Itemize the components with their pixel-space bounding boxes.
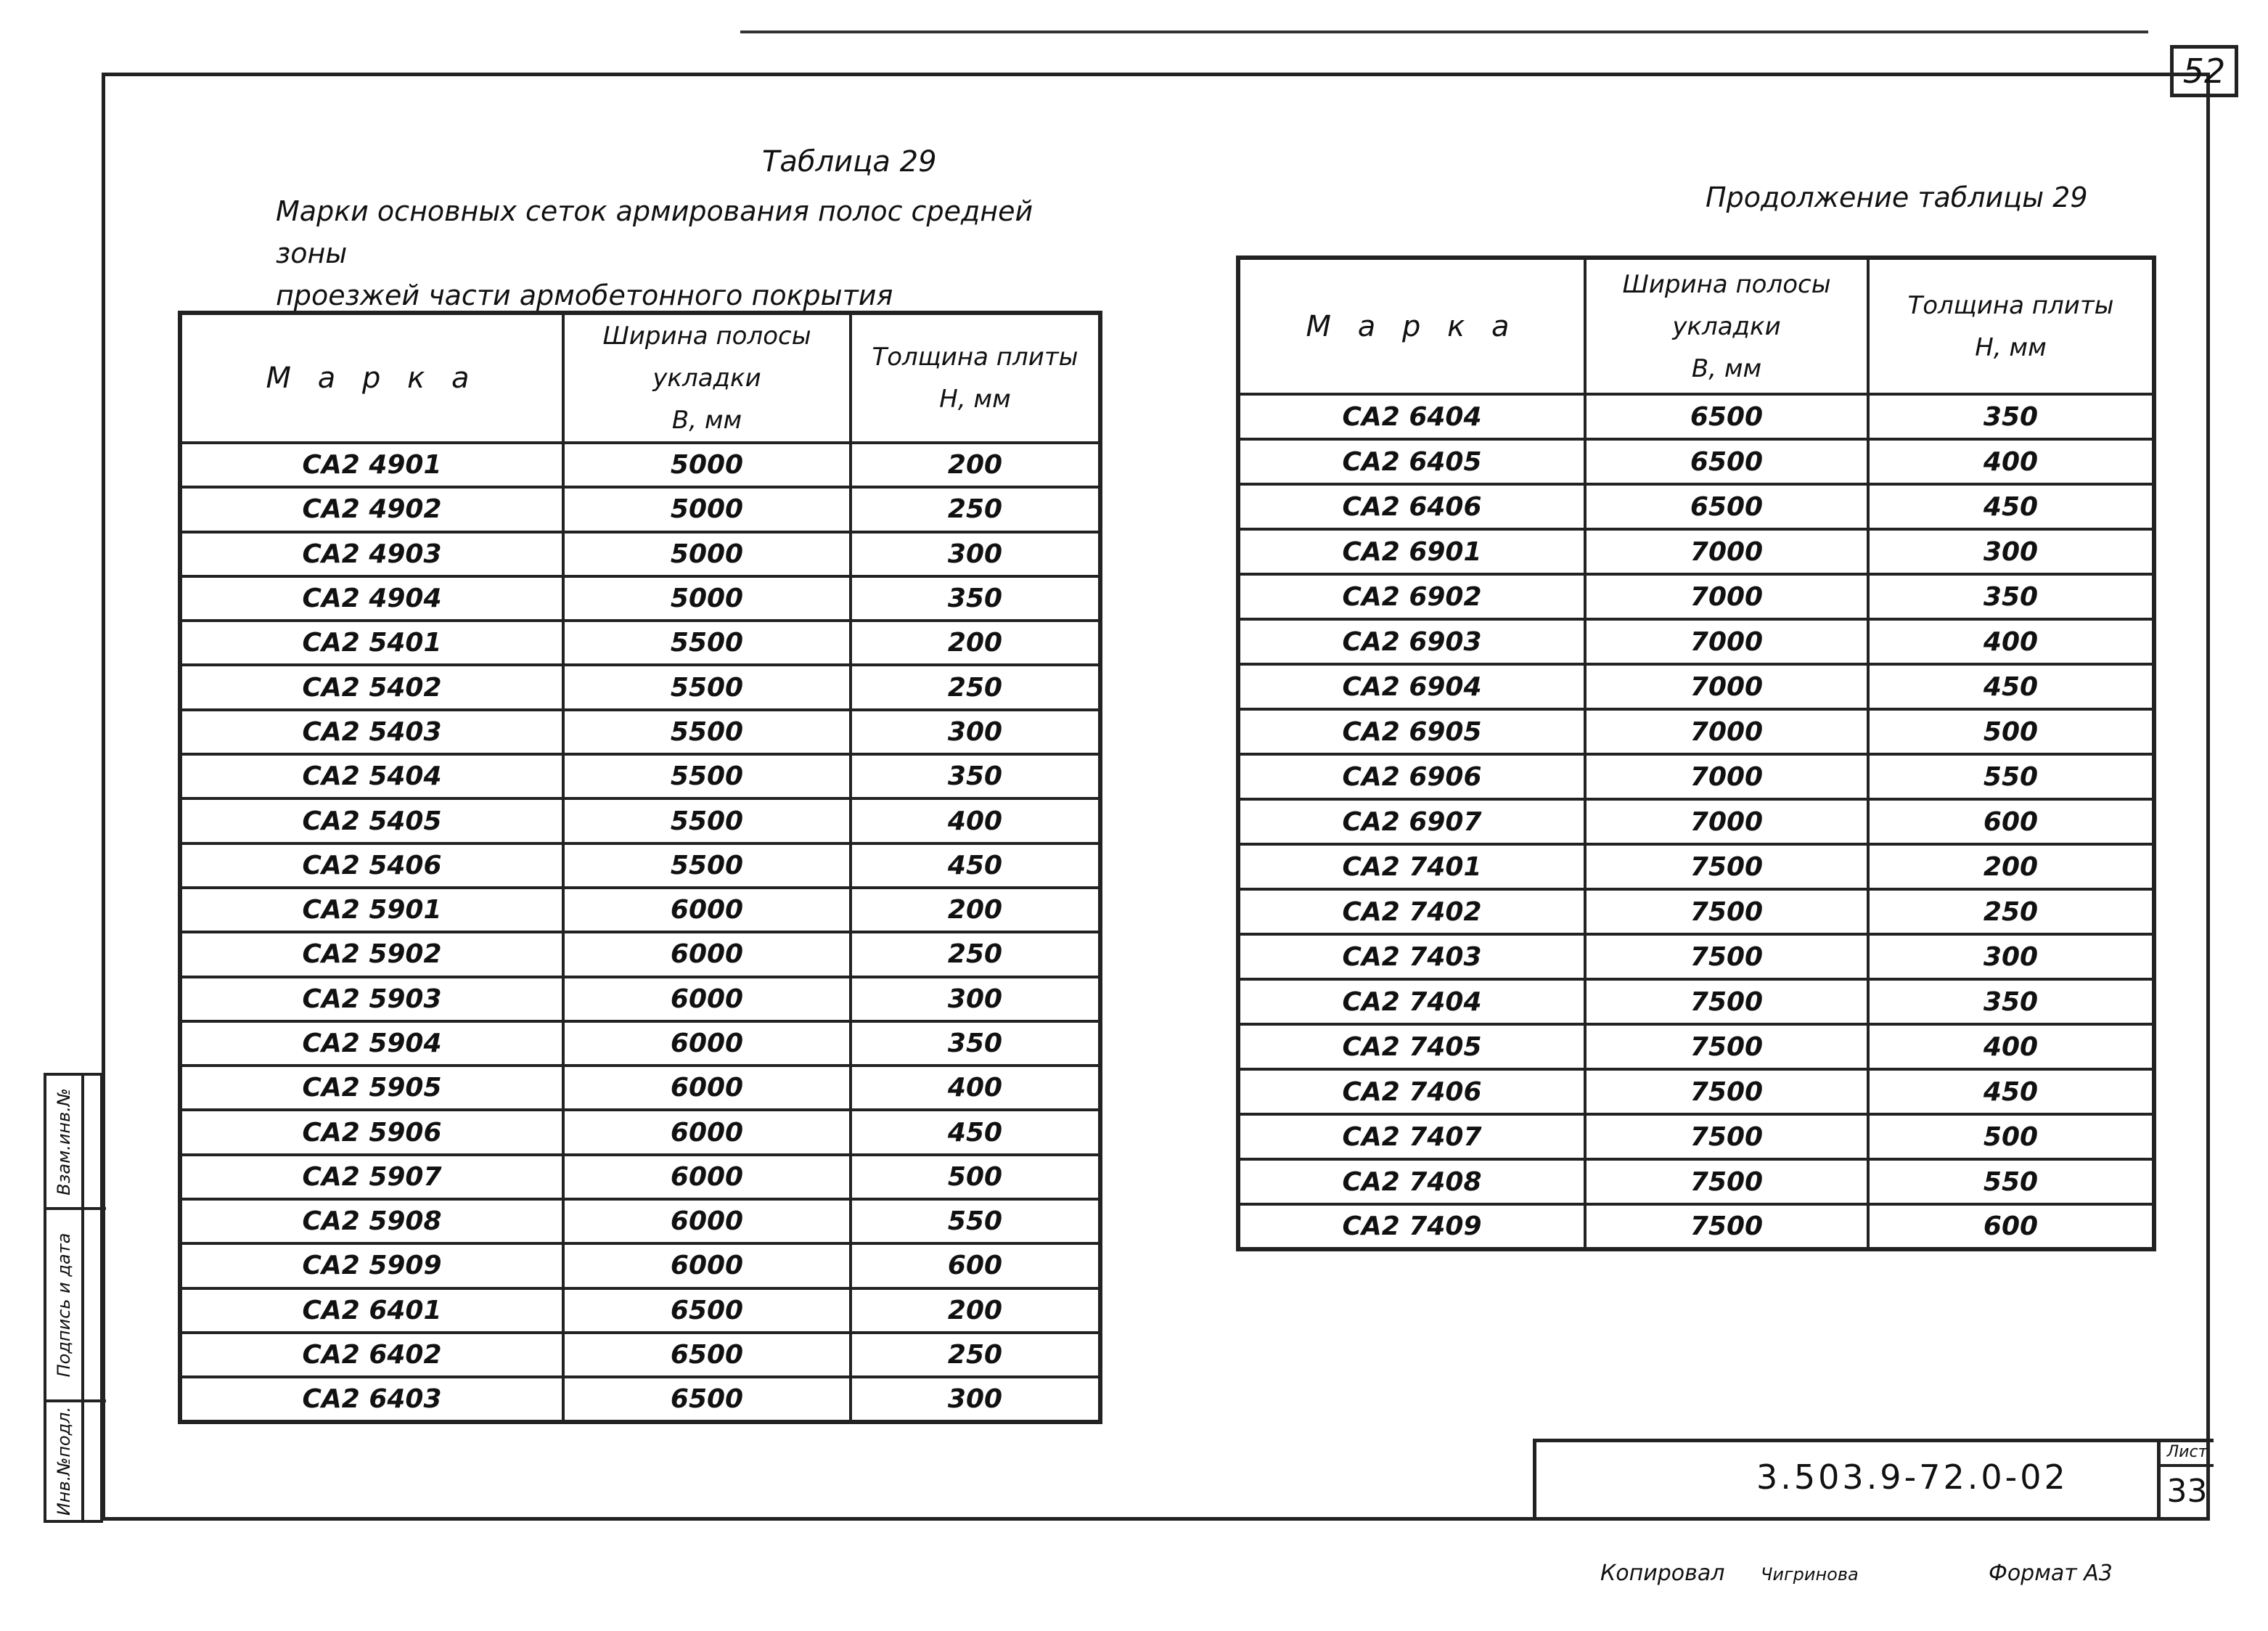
cell-marka: СА2 6904 [1238,664,1585,709]
cell-thickness: 200 [1868,844,2154,889]
header-marka: М а р к а [180,313,563,443]
cell-marka: СА2 7401 [1238,844,1585,889]
cell-width: 6000 [563,1155,851,1199]
cell-width: 6000 [563,932,851,976]
cell-marka: СА2 5402 [180,665,563,709]
cell-width: 7500 [1585,934,1868,979]
cell-thickness: 400 [1868,619,2154,664]
cell-width: 7500 [1585,844,1868,889]
cell-marka: СА2 7404 [1238,979,1585,1024]
cell-thickness: 450 [1868,484,2154,529]
cell-width: 6000 [563,1066,851,1110]
cell-width: 6000 [563,888,851,932]
copied-by [1600,1561,1859,1586]
cell-thickness: 450 [851,843,1100,888]
cell-width: 6500 [563,1377,851,1421]
cell-width: 6000 [563,977,851,1021]
cell-marka: СА2 7405 [1238,1024,1585,1069]
cell-marka: СА2 5404 [180,754,563,798]
cell-width: 5000 [563,576,851,621]
cell-thickness: 600 [1868,1204,2154,1249]
header-thickness-line-1: Толщина плиты [1907,290,2114,320]
header-thickness-line-1: Толщина плиты [872,343,1078,372]
cell-marka: СА2 6906 [1238,754,1585,799]
cell-thickness: 450 [1868,664,2154,709]
table-row [180,754,1100,798]
table-row [180,665,1100,709]
cell-thickness: 450 [1868,1069,2154,1114]
cell-thickness: 200 [851,443,1100,487]
cell-marka: СА2 7408 [1238,1159,1585,1204]
cell-thickness: 500 [851,1155,1100,1199]
cell-width: 5500 [563,798,851,843]
cell-width: 7500 [1585,1024,1868,1069]
page-number: 52 [2170,45,2238,97]
cell-marka: СА2 7407 [1238,1114,1585,1159]
cell-marka: СА2 5901 [180,888,563,932]
right-header-row [1238,258,2154,394]
side-stamp [44,1073,103,1523]
cell-width: 7500 [1585,1204,1868,1249]
cell-marka: СА2 4902 [180,487,563,531]
table-row [180,932,1100,976]
header-width-line-1: Ширина полосы [602,322,811,351]
cell-marka: СА2 4903 [180,532,563,576]
header-thickness-line-2: H, мм [1975,332,2047,362]
table-row [1238,979,2154,1024]
table-row [1238,799,2154,844]
copied-signature: Чигринова [1760,1564,1859,1585]
cell-thickness: 200 [851,1288,1100,1333]
cell-marka: СА2 6907 [1238,799,1585,844]
table-row [1238,1204,2154,1249]
header-thickness-line-2: H, мм [939,385,1011,414]
table-row [180,888,1100,932]
cell-thickness: 300 [1868,934,2154,979]
cell-thickness: 500 [1868,709,2154,754]
header-width-line-1: Ширина полосы [1622,269,1831,299]
cell-marka: СА2 5909 [180,1243,563,1288]
table-title: Таблица 29 [762,145,937,179]
cell-marka: СА2 6902 [1238,574,1585,619]
cell-thickness: 250 [1868,889,2154,934]
table-row [1238,709,2154,754]
cell-marka: СА2 7406 [1238,1069,1585,1114]
cell-marka: СА2 6901 [1238,529,1585,574]
header-width-line-2: укладки [1672,311,1781,341]
cell-marka: СА2 6402 [180,1333,563,1377]
table-row [180,443,1100,487]
cell-thickness: 400 [851,1066,1100,1110]
cell-thickness: 300 [851,710,1100,754]
table-row [180,1377,1100,1421]
cell-width: 5000 [563,487,851,531]
header-width [1585,258,1868,394]
cell-width: 5500 [563,754,851,798]
side-stamp-signature [46,1210,81,1402]
header-width-line-3: B, мм [671,406,742,435]
cell-width: 7000 [1585,709,1868,754]
table-row [1238,664,2154,709]
side-stamp-divider [84,1207,106,1210]
cell-width: 5500 [563,710,851,754]
cell-thickness: 250 [851,665,1100,709]
cell-marka: СА2 7403 [1238,934,1585,979]
right-table [1236,256,2156,1251]
cell-marka: СА2 4904 [180,576,563,621]
cell-width: 6500 [1585,394,1868,439]
cell-marka: СА2 6404 [1238,394,1585,439]
cell-width: 6000 [563,1199,851,1243]
cell-marka: СА2 5903 [180,977,563,1021]
continuation-title: Продолжение таблицы 29 [1706,181,2088,213]
table-row [180,1243,1100,1288]
cell-thickness: 350 [1868,394,2154,439]
table-row [1238,889,2154,934]
table-row [1238,1024,2154,1069]
cell-width: 7500 [1585,1069,1868,1114]
cell-thickness: 250 [851,1333,1100,1377]
header-width [563,313,851,443]
table-row [180,1333,1100,1377]
side-stamp-original-label: Инв.№подл. [54,1406,74,1516]
sheet-number: 33 [2166,1473,2208,1510]
side-stamp-divider [84,1399,106,1402]
table-row [1238,394,2154,439]
table-row [1238,754,2154,799]
cell-thickness: 400 [1868,439,2154,484]
side-stamp-signature-label: Подпись и дата [54,1233,74,1377]
cell-thickness: 550 [851,1199,1100,1243]
cell-width: 7000 [1585,664,1868,709]
sheet-label: Лист [2161,1442,2214,1467]
cell-marka: СА2 6903 [1238,619,1585,664]
cell-width: 6500 [1585,439,1868,484]
table-row [180,1155,1100,1199]
cell-thickness: 300 [851,532,1100,576]
cell-width: 7000 [1585,529,1868,574]
side-stamp-column [81,1076,106,1520]
cell-width: 6500 [563,1288,851,1333]
table-row [180,1021,1100,1066]
cell-marka: СА2 7409 [1238,1204,1585,1249]
cell-width: 7000 [1585,574,1868,619]
cell-width: 5000 [563,443,851,487]
cell-marka: СА2 6406 [1238,484,1585,529]
table-row [1238,574,2154,619]
cell-thickness: 450 [851,1110,1100,1154]
cell-width: 5500 [563,621,851,665]
table-row [180,487,1100,531]
table-row [180,1199,1100,1243]
cell-width: 6500 [1585,484,1868,529]
side-stamp-replacement-label: Взам.инв.№ [54,1087,74,1195]
cell-marka: СА2 5401 [180,621,563,665]
table-row [1238,619,2154,664]
cell-width: 6500 [563,1333,851,1377]
table-row [1238,1114,2154,1159]
cell-marka: СА2 5906 [180,1110,563,1154]
table-row [180,798,1100,843]
table-row [180,532,1100,576]
table-row [180,621,1100,665]
cell-width: 5500 [563,843,851,888]
table-row [180,1110,1100,1154]
sheet-box [2157,1439,2214,1517]
top-rule [740,30,2148,33]
table-row [1238,1159,2154,1204]
cell-thickness: 300 [851,1377,1100,1421]
cell-thickness: 200 [851,888,1100,932]
cell-thickness: 400 [851,798,1100,843]
cell-thickness: 600 [851,1243,1100,1288]
table-row [1238,439,2154,484]
paper-format: Формат А3 [1989,1561,2113,1586]
cell-width: 5500 [563,665,851,709]
cell-marka: СА2 5403 [180,710,563,754]
cell-thickness: 550 [1868,1159,2154,1204]
left-header-row [180,313,1100,443]
right-table-body [1238,394,2154,1249]
cell-marka: СА2 5908 [180,1199,563,1243]
cell-marka: СА2 6401 [180,1288,563,1333]
cell-width: 6000 [563,1021,851,1066]
cell-marka: СА2 5902 [180,932,563,976]
cell-width: 6000 [563,1243,851,1288]
cell-marka: СА2 5905 [180,1066,563,1110]
cell-marka: СА2 6905 [1238,709,1585,754]
table-row [180,843,1100,888]
cell-marka: СА2 5406 [180,843,563,888]
cell-marka: СА2 6405 [1238,439,1585,484]
cell-thickness: 600 [1868,799,2154,844]
cell-width: 7000 [1585,754,1868,799]
side-stamp-replacement [46,1076,81,1210]
table-row [1238,1069,2154,1114]
cell-marka: СА2 5405 [180,798,563,843]
cell-width: 7500 [1585,1114,1868,1159]
cell-width: 7500 [1585,889,1868,934]
cell-thickness: 250 [851,487,1100,531]
table-row [1238,529,2154,574]
table-row [180,710,1100,754]
cell-width: 7500 [1585,1159,1868,1204]
table-row [1238,934,2154,979]
header-width-line-3: B, мм [1691,353,1762,383]
side-stamp-original [46,1402,81,1520]
cell-thickness: 350 [1868,574,2154,619]
header-width-line-2: укладки [652,364,761,393]
cell-thickness: 200 [851,621,1100,665]
cell-thickness: 550 [1868,754,2154,799]
cell-marka: СА2 4901 [180,443,563,487]
cell-width: 7000 [1585,619,1868,664]
table-row [180,977,1100,1021]
cell-width: 6000 [563,1110,851,1154]
cell-width: 7500 [1585,979,1868,1024]
cell-thickness: 400 [1868,1024,2154,1069]
cell-thickness: 350 [851,754,1100,798]
table-row [180,1066,1100,1110]
table-row [180,576,1100,621]
cell-marka: СА2 6403 [180,1377,563,1421]
header-thickness [1868,258,2154,394]
header-marka: М а р к а [1238,258,1585,394]
cell-marka: СА2 7402 [1238,889,1585,934]
cell-thickness: 350 [1868,979,2154,1024]
description-line-2: проезжей части армобетонного покрытия [276,279,893,311]
description-line-1: Марки основных сеток армирования полос средней зоны [276,195,1033,269]
cell-width: 7000 [1585,799,1868,844]
copied-by-label: Копировал [1600,1561,1725,1586]
cell-marka: СА2 5904 [180,1021,563,1066]
cell-thickness: 250 [851,932,1100,976]
table-description [276,190,1074,316]
table-row [1238,484,2154,529]
cell-width: 5000 [563,532,851,576]
cell-thickness: 500 [1868,1114,2154,1159]
table-row [180,1288,1100,1333]
cell-thickness: 350 [851,576,1100,621]
table-row [1238,844,2154,889]
left-table [178,311,1102,1424]
header-thickness [851,313,1100,443]
cell-thickness: 300 [1868,529,2154,574]
left-table-body [180,443,1100,1422]
cell-thickness: 300 [851,977,1100,1021]
cell-marka: СА2 5907 [180,1155,563,1199]
document-code: 3.503.9-72.0-02 [1756,1458,2068,1497]
cell-thickness: 350 [851,1021,1100,1066]
